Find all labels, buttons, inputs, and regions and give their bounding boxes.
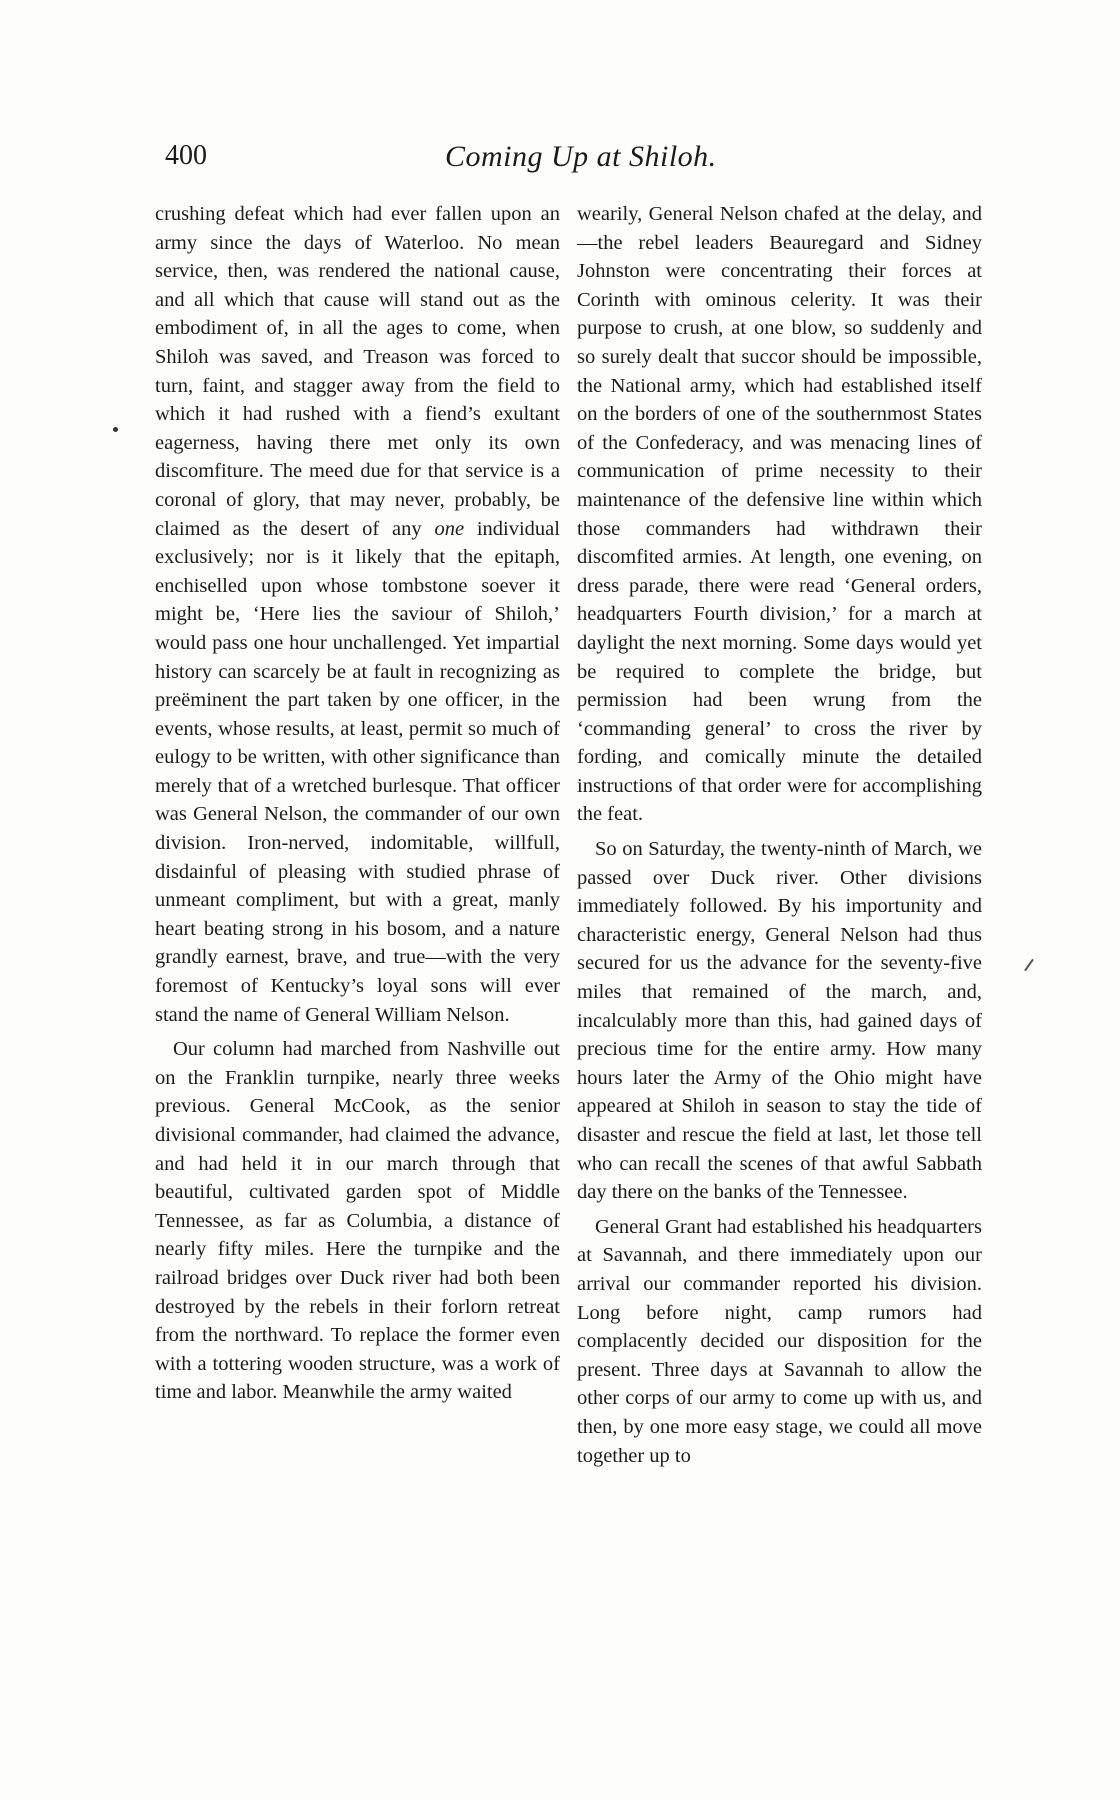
- stray-mark-tick: [1024, 959, 1034, 972]
- page-number: 400: [165, 140, 207, 171]
- right-paragraph-3: General Grant had established his headquarters at Savannah, and there immediately upon our arrival our commander reported his division. Long before night, camp rumors had complacently decided our disposition for the present. Three days at Savannah to allow the other corps of our army to come up with us, and then, by one more easy stage, we could all move together up to: [577, 1215, 982, 1467]
- right-paragraph-1: wearily, General Nelson chafed at the delay, and—the rebel leaders Beauregard and Sidney Johnston were concentrating their forces at Corinth with ominous celerity. It was their purpose to crush, at one blow, so suddenly and so surely dealt that succor should be impossible, the National army, which had established itself on the borders of one of the southernmost States of the Confederacy, and was menacing lines of communication of prime necessity to their maintenance of the defensive line within which those commanders had withdrawn their discomfited armies. At length, one evening, on dress parade, there were read ‘General orders, headquarters Fourth division,’ for a march at daylight the next morning. Some days would yet be required to complete the bridge, but permission had been wrung from the ‘commanding general’ to cross the river by fording, and comically minute the detailed instructions of that order were for accomplishing the feat.: [577, 203, 982, 826]
- left-p1-emphasis: one: [434, 517, 465, 540]
- left-column: [155, 200, 560, 1407]
- left-paragraph-1: [155, 200, 560, 1029]
- right-column: [577, 200, 982, 1470]
- right-paragraph-2: So on Saturday, the twenty-ninth of March, we passed over Duck river. Other divisions immediately followed. By his importunity and characteristic energy, General Nelson had thus secured for us the advance for the seventy-five miles that remained of the march, and, incalculably more than this, had gained days of precious time for the entire army. How many hours later the Army of the Ohio might have appeared at Shiloh in season to stay the tide of disaster and rescue the field at last, let those tell who can recall the scenes of that awful Sabbath day there on the banks of the Tennessee.: [577, 838, 982, 1204]
- page-header: [155, 140, 995, 180]
- left-p1-text-b: individual exclusively; nor is it likely that the epitaph, enchiselled upon whose tombstone soever it might be, ‘Here lies the saviour of Shiloh,’ would pass one hour unchallenged. Yet impartial history can scarcely be at fault in recognizing as preëminent the part taken by one officer, in the events, whose results, at least, permit so much of eulogy to be written, with other significance than merely that of a wretched burlesque. That officer was General Nelson, the commander of our own division. Iron-nerved, indomitable, willfull, disdainful of pleasing with studied phrase of unmeant compliment, but with a great, manly heart beating strong in his bosom, and a nature grandly earnest, brave, and true—with the very foremost of Kentucky’s loyal sons will ever stand the name of General William Nelson.: [155, 517, 560, 1026]
- left-p1-text-a: crushing defeat which had ever fallen upon an army since the days of Waterloo. No mean service, then, was rendered the national cause, and all which that cause will stand out as the embodiment of, in all the ages to come, when Shiloh was saved, and Treason was forced to turn, faint, and stagger away from the field to which it had rushed with a fiend’s exultant eagerness, having there met only its own discomfiture. The meed due for that service is a coronal of glory, that may never, probably, be claimed as the desert of any: [155, 203, 560, 540]
- left-paragraph-2: Our column had marched from Nashville out on the Franklin turnpike, nearly three weeks previous. General McCook, as the senior divisional commander, had claimed the advance, and had held it in our march through that beautiful, cultivated garden spot of Middle Tennessee, as far as Columbia, a distance of nearly fifty miles. Here the turnpike and the railroad bridges over Duck river had both been destroyed by the rebels in their forlorn retreat from the northward. To replace the former even with a tottering wooden structure, was a work of time and labor. Meanwhile the army waited: [155, 1038, 560, 1404]
- running-title: Coming Up at Shiloh.: [445, 140, 717, 173]
- stray-mark-dot: [113, 427, 118, 432]
